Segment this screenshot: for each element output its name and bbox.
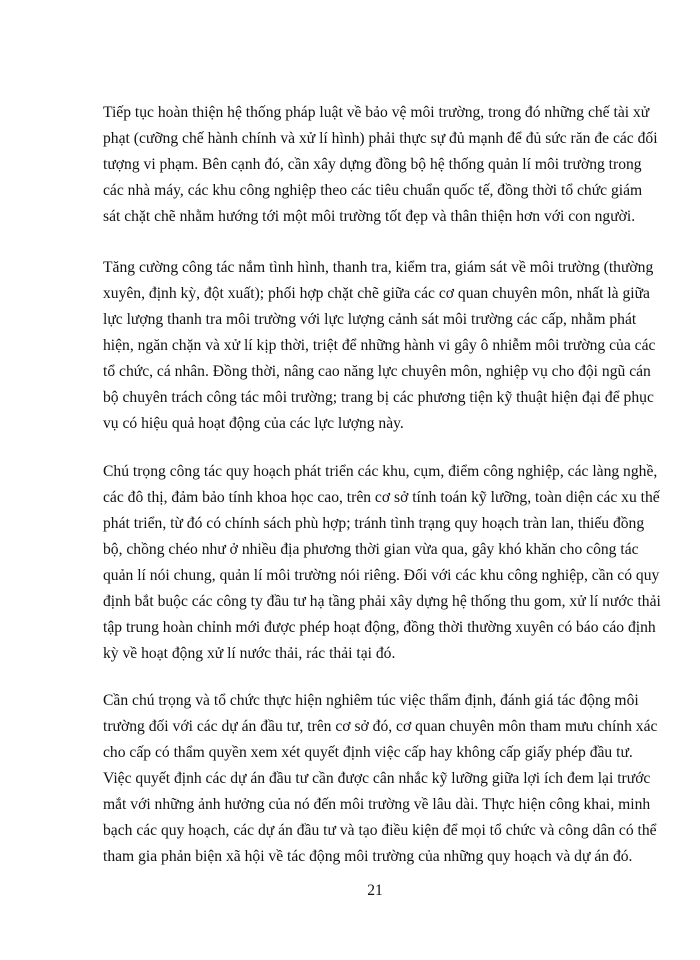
text-line: định bắt buộc các công ty đầu tư hạ tầng phải xây dựng hệ thống thu gom, xử lí nước thải <box>103 593 661 610</box>
text-line: Tiếp tục hoàn thiện hệ thống pháp luật về bảo vệ môi trường, trong đó những chế tài xử <box>103 104 650 121</box>
text-line: sát chặt chẽ nhằm hướng tới một môi trường tốt đẹp và thân thiện hơn với con người. <box>103 208 636 225</box>
text-line: các đô thị, đảm bảo tính khoa học cao, trên cơ sở tính toán kỹ lưỡng, toàn diện các xu thế <box>103 489 660 506</box>
text-line: bộ chuyên trách công tác môi trường; trang bị các phương tiện kỹ thuật hiện đại để phục <box>103 389 654 406</box>
text-line: hiện, ngăn chặn và xử lí kịp thời, triệt để những hành vi gây ô nhiễm môi trường của các <box>103 337 656 354</box>
text-line: phạt (cưỡng chế hành chính và xử lí hình) phải thực sự đủ mạnh để đủ sức răn đe các đối <box>103 130 658 147</box>
paragraph <box>103 100 663 230</box>
text-line: tổ chức, cá nhân. Đồng thời, nâng cao năng lực chuyên môn, nghiệp vụ cho đội ngũ cán <box>103 363 651 380</box>
text-line: cho cấp có thẩm quyền xem xét quyết định việc cấp hay không cấp giấy phép đầu tư. <box>103 744 633 761</box>
paragraph <box>103 255 663 437</box>
text-line: quản lí nói chung, quản lí môi trường nói riêng. Đối với các khu công nghiệp, cần có quy <box>103 567 660 584</box>
text-line: xuyên, định kỳ, đột xuất); phối hợp chặt chẽ giữa các cơ quan chuyên môn, nhất là giữa <box>103 285 650 302</box>
text-line: Tăng cường công tác nắm tình hình, thanh tra, kiểm tra, giám sát về môi trường (thường <box>103 259 654 276</box>
text-line: Chú trọng công tác quy hoạch phát triển các khu, cụm, điểm công nghiệp, các làng nghề, <box>103 463 658 480</box>
text-line: vụ có hiệu quả hoạt động của các lực lượng này. <box>103 415 404 432</box>
page-number: 21 <box>367 882 383 899</box>
text-line: các nhà máy, các khu công nghiệp theo các tiêu chuẩn quốc tế, đồng thời tổ chức giám <box>103 182 643 199</box>
text-line: tượng vi phạm. Bên cạnh đó, cần xây dựng đồng bộ hệ thống quản lí môi trường trong <box>103 156 642 173</box>
text-line: Việc quyết định các dự án đầu tư cần được cân nhắc kỹ lưỡng giữa lợi ích đem lại trước <box>103 770 651 787</box>
text-line: trường đối với các dự án đầu tư, trên cơ sở đó, cơ quan chuyên môn tham mưu chính xác <box>103 718 658 735</box>
paragraph <box>103 688 663 870</box>
text-line: Cần chú trọng và tổ chức thực hiện nghiêm túc việc thẩm định, đánh giá tác động môi <box>103 692 639 709</box>
text-line: mắt với những ảnh hưởng của nó đến môi trường về lâu dài. Thực hiện công khai, minh <box>103 796 651 813</box>
text-line: tập trung hoàn chỉnh mới được phép hoạt động, đồng thời thường xuyên có báo cáo định <box>103 619 656 636</box>
text-line: bạch các quy hoạch, các dự án đầu tư và tạo điều kiện để mọi tổ chức và công dân có thể <box>103 822 657 839</box>
text-line: bộ, chồng chéo như ở nhiều địa phương thời gian vừa qua, gây khó khăn cho công tác <box>103 541 639 558</box>
paragraph <box>103 459 663 667</box>
text-line: lực lượng thanh tra môi trường với lực lượng cảnh sát môi trường các cấp, nhằm phát <box>103 311 637 328</box>
text-line: tham gia phản biện xã hội về tác động môi trường của những quy hoạch và dự án đó. <box>103 848 633 865</box>
text-line: phát triển, từ đó có chính sách phù hợp; tránh tình trạng quy hoạch tràn lan, thiếu đồng <box>103 515 645 532</box>
text-line: kỳ về hoạt động xử lí nước thải, rác thải tại đó. <box>103 645 396 662</box>
